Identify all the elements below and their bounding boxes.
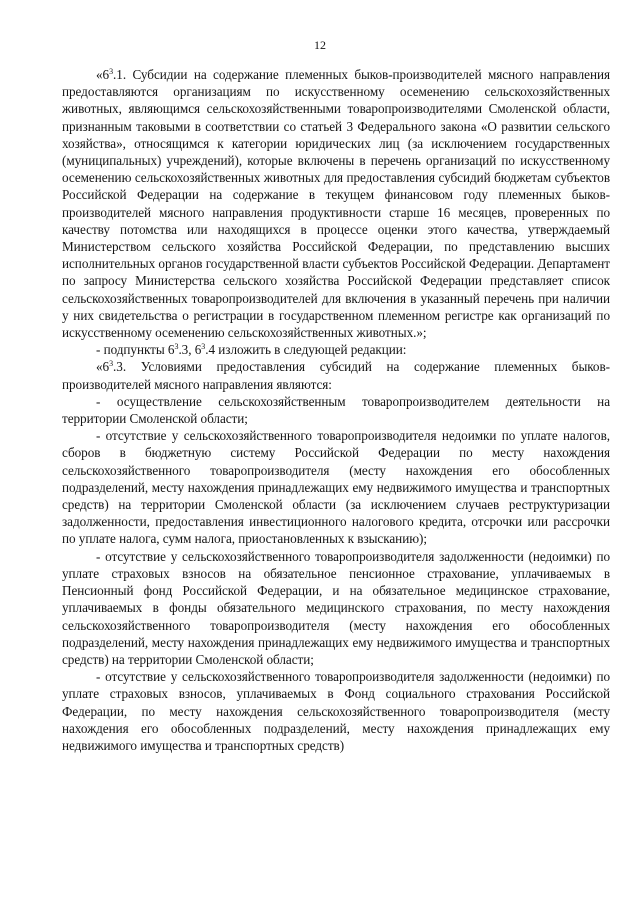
paragraph-text: .4 изложить в следующей редакции: [205,342,407,358]
superscript: 3 [109,67,114,76]
paragraph-amendment-note [62,341,610,358]
list-item-activity: - осуществление сельскохозяйственным товаропроизводителем деятельности на территории Смоленской области; [62,393,610,427]
paragraph-text: .1. Субсидии на содержание племенных быков-производителей мясного направления предоставляются организациям по искусственному осеменению сельскохозяйственных животных, являющимся сельскохозяйственными товаропроизводителями Смоленской области, признанным таковыми в соответствии со статьей 3 Федерального закона «О развитии сельского хозяйства», относящимся к категории юридических лиц (за исключением государственных (муниципальных) учреждений), которые включены в перечень организаций по искусственному осеменению сельскохозяйственных животных для предоставления субсидий бюджетам субъектов Российской Федерации на содержание в текущем финансовом году племенных быков-производителей мясного направления продуктивности старше 16 месяцев, проверенных по качеству потомства или находящихся в процессе оценки этого качества, утверждаемый Министерством сельского хозяйства Российской Федерации, по представлению высших исполнительных органов государственной власти субъектов Российской Федерации. Департамент по запросу Министерства сельского хозяйства Российской Федерации представляет список сельскохозяйственных товаропроизводителей для включения в указанный перечень при наличии у них свидетельства о регистрации в государственном племенном регистре как организаций по искусственному осеменению сельскохозяйственных животных.»; [62,67,610,341]
paragraph-middle: .3, 6 [178,342,202,358]
superscript: 3 [109,359,114,369]
page-number: 12 [314,38,326,52]
paragraph-lead: «6 [96,67,110,82]
document-body [62,66,610,754]
superscript: 3 [201,342,206,352]
paragraph-text: .3. Условиями предоставления субсидий на содержание племенных быков-производителей мясного направления являются: [62,359,610,392]
paragraph-conditions-intro [62,358,610,392]
paragraph-lead: - подпункты 6 [96,342,175,358]
list-item-tax-arrears: - отсутствие у сельскохозяйственного товаропроизводителя недоимки по уплате налогов, сборов в бюджетную систему Российской Федерации по месту нахождения сельскохозяйственного товаропроизводителя (месту нахождения его обособленных подразделений, месту нахождения принадлежащих ему недвижимого имущества и транспортных средств) на территории Смоленской области (за исключением случаев реструктуризации задолженности, предоставления инвестиционного налогового кредита, отсрочки или рассрочки по уплате налога, сумм налога, приостановленных к взысканию); [62,428,610,547]
paragraph-subsidy-rule [62,66,610,341]
list-item-pension-insurance: - отсутствие у сельскохозяйственного товаропроизводителя задолженности (недоимки) по уплате страховых взносов на обязательное пенсионное страхование, уплачиваемых в Пенсионный фонд Российской Федерации, и на обязательное медицинское страхование, уплачиваемых в фонды обязательного медицинского страхования, по месту нахождения сельскохозяйственного товаропроизводителя (месту нахождения его обособленных подразделений, месту нахождения принадлежащих ему недвижимого имущества и транспортных средств) на территории Смоленской области; [62,548,610,667]
list-item-social-insurance: - отсутствие у сельскохозяйственного товаропроизводителя задолженности (недоимки) по уплате страховых взносов, уплачиваемых в Фонд социального страхования Российской Федерации, по месту нахождения сельскохозяйственного товаропроизводителя (месту нахождения его обособленных подразделений, месту нахождения принадлежащих ему недвижимого имущества и транспортных средств) [62,669,610,753]
superscript: 3 [174,342,179,352]
paragraph-lead: «6 [96,359,110,375]
